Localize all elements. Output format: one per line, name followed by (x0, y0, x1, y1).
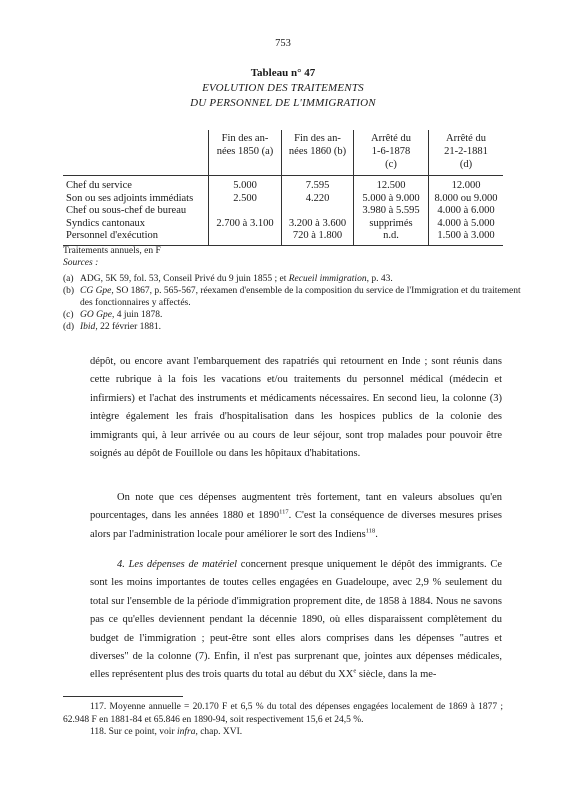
column-header (209, 130, 282, 176)
column-header-line: nées 1860 (b) (288, 146, 347, 157)
table-cell: 3.980 à 5.595 (354, 205, 429, 218)
sources-list (63, 273, 523, 333)
source-item (63, 309, 523, 321)
column-header (429, 130, 504, 176)
footnote: 118. Sur ce point, voir infra, chap. XVI. (90, 727, 243, 737)
column-header-line: nées 1850 (a) (216, 146, 274, 157)
table-cell (282, 205, 354, 218)
table-cell: 5.000 à 9.000 (354, 193, 429, 206)
page-number: 753 (275, 38, 291, 49)
table-cell: 2.700 à 3.100 (209, 218, 282, 231)
table-cell: 12.000 (429, 176, 504, 193)
table-cell (209, 230, 282, 245)
source-label: (a) (63, 274, 74, 284)
row-label: Personnel d'exécution (63, 230, 209, 245)
table-header-row (63, 130, 503, 176)
body-paragraph: On note que ces dépenses augmentent très fortement, tant en valeurs absolues qu'en pourcentages, dans les années 1880 et 1890$^{117}$. C'est la conséquence de diverses mesures prises alors par l'administration locale pour améliorer le sort des Indiens$^{118}$. (90, 492, 502, 540)
source-text: Ibid, 22 février 1881. (80, 322, 162, 332)
column-header (282, 130, 354, 176)
row-label: Son ou ses adjoints immédiats (66, 192, 194, 204)
table-cell: 5.000 (209, 176, 282, 193)
column-header-line: 1-6-1878 (371, 146, 411, 157)
table-unit-note: Traitements annuels, en F (63, 246, 161, 256)
source-label: (d) (63, 322, 75, 332)
table-cell: supprimés (354, 218, 429, 231)
table-cell: 3.200 à 3.600 (282, 218, 354, 231)
table-cell: 4.000 à 5.000 (429, 218, 504, 231)
footnotes (63, 701, 503, 739)
column-header-line: Arrêté du (371, 133, 411, 144)
table-row (63, 218, 503, 231)
table-row (63, 193, 503, 206)
source-item (63, 273, 523, 285)
source-text: CG Gpe, SO 1867, p. 565-567, réexamen d'ensemble de la composition du service de l'Immigration et du traitement des fonctionnaires y affectés. (80, 286, 521, 308)
table-subtitle-line1: EVOLUTION DES TRAITEMENTS (202, 82, 364, 94)
source-item (63, 321, 523, 333)
table-notes (63, 245, 523, 333)
column-header (354, 130, 429, 176)
row-label: Syndics cantonaux (66, 217, 146, 229)
footnote-ref: 118 (365, 527, 376, 535)
table-cell: 2.500 (209, 193, 282, 206)
table-subtitle-line2: DU PERSONNEL DE L'IMMIGRATION (190, 97, 376, 109)
row-label: Chef ou sous-chef de bureau (66, 205, 187, 216)
salary-table (63, 130, 503, 246)
table-row (63, 205, 503, 218)
table-cell: n.d. (354, 230, 429, 245)
table-cell: 7.595 (282, 176, 354, 193)
table-row (63, 230, 503, 245)
body-paragraph: dépôt, ou encore avant l'embarquement des rapatriés qui retournent en Inde ; sont réunis dans cette rubrique à la fois les vacations et/ou traitements du personnel médical (médecin et infirmiers) et l'achat des instruments et médicaments nécessaires. En second lieu, la colonne (3) intègre également les frais d'hospitalisation dans les hospices publics de la colonie des immigrants qui, à leur arrivée ou au cours de leur séjour, sont trop malades pour pouvoir être soignés au dépôt de Fouillole ou dans les hôpitaux d'habitations. (90, 356, 502, 460)
table-title: Tableau n° 47 (250, 67, 316, 79)
column-header-line: (d) (459, 159, 473, 170)
column-header-line: Fin des an- (294, 133, 341, 144)
table-cell: 720 à 1.800 (282, 230, 354, 245)
table-cell: 4.220 (282, 193, 354, 206)
source-label: (c) (63, 310, 74, 320)
footnote-ref: 117 (279, 508, 289, 516)
table-row (63, 176, 503, 193)
column-header-line: 21-2-1881 (444, 146, 488, 157)
source-label: (b) (63, 286, 75, 296)
source-text: GO Gpe, 4 juin 1878. (80, 310, 163, 320)
table-cell: 8.000 ou 9.000 (429, 193, 504, 206)
body-paragraph: 4. Les dépenses de matériel concernent presque uniquement le dépôt des immigrants. Ce sont les moins importantes de toutes celles engagées en Guadeloupe, avec 2,9 % seulement du total sur l'ensemble de la période d'immigration proprement dite, de 1858 à 1884. Nous ne savons pas ce qu'elles deviennent pendant la décennie 1890, où elles disparaissent complètement du budget de l'immigration ; peut-être sont elles alors comprises dans les dépenses "autres et diverses" de la colonne (7). Enfin, il n'est pas surprenant que, jointes aux dépenses médicales, elles représentent plus des trois quarts du total au début du XXe siècle, dans la me- (90, 559, 502, 681)
section-heading-inline: 4. Les dépenses de matériel (117, 559, 238, 570)
table-cell (209, 205, 282, 218)
row-label: Chef du service (66, 180, 132, 191)
header-label-cell (63, 130, 209, 176)
source-text: ADG, 5K 59, fol. 53, Conseil Privé du 9 juin 1855 ; et Recueil immigration, p. 43. (80, 274, 393, 284)
table-cell: 4.000 à 6.000 (429, 205, 504, 218)
sources-label: Sources : (63, 258, 99, 268)
table-cell: 12.500 (354, 176, 429, 193)
table-cell: 1.500 à 3.000 (429, 230, 504, 245)
column-header-line: (c) (385, 159, 397, 170)
column-header-line: Arrêté du (446, 133, 486, 144)
footnote-divider (63, 696, 183, 697)
source-item (63, 285, 523, 309)
column-header-line: Fin des an- (221, 133, 269, 144)
footnote: 117. Moyenne annuelle = 20.170 F et 6,5 % du total des dépenses engagées localement de 1869 à 1877 ; 62.948 F en 1881-84 et 65.846 en 1890-94, soit respectivement 15,6 et 24,5 %. (63, 702, 503, 725)
